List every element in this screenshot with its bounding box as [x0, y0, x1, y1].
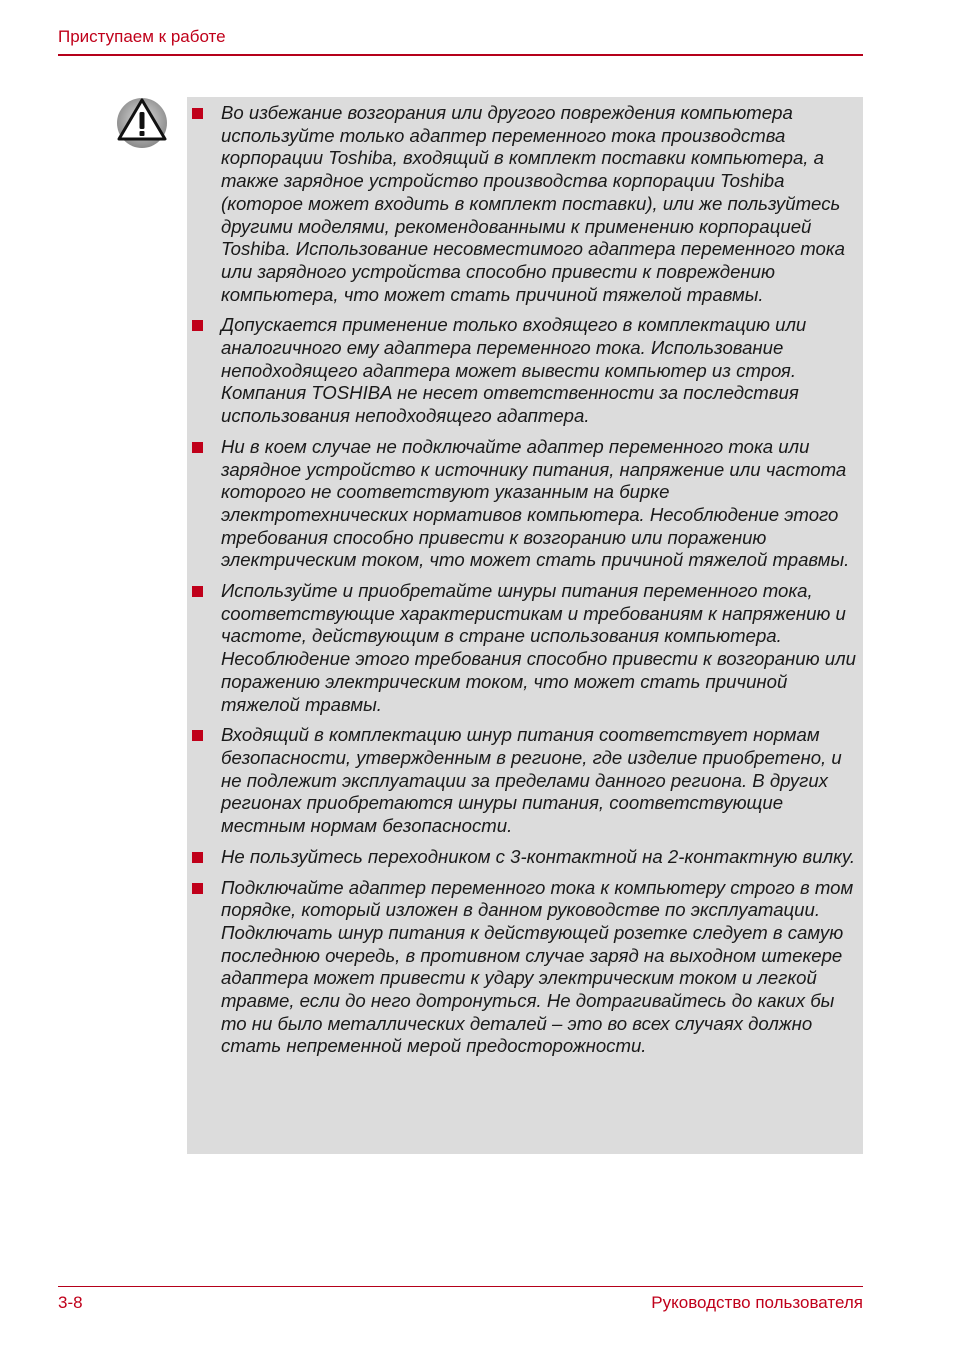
bullet-square-icon: [192, 108, 203, 119]
warning-item-text: Ни в коем случае не подключайте адаптер переменного тока или зарядное устройство к источнику питания, напряжение или частота которого не соответствуют указанным на бирке электротехнических нормативов компьютера. Несоблюдение этого требования способно привести к возгоранию или поражению электрическим током, что может стать причиной тяжелой травмы.: [221, 435, 850, 571]
page-number: 3-8: [58, 1293, 83, 1312]
document-title: Руководство пользователя: [651, 1293, 863, 1312]
warning-item-text: Не пользуйтесь переходником с 3-контактной на 2-контактную вилку.: [221, 845, 856, 867]
bullet-square-icon: [192, 586, 203, 597]
warning-item: [187, 846, 857, 869]
warning-item-text: Допускается применение только входящего в комплектацию или аналогичного ему адаптера переменного тока. Использование неподходящего адаптера может вывести компьютер из строя. Компания TOSHIBA не несет ответственности за последствия использования неподходящего адаптера.: [221, 314, 807, 427]
warning-item: [187, 724, 857, 838]
footer-rule: [58, 1286, 863, 1287]
warning-item-text: Подключайте адаптер переменного тока к компьютеру строго в том порядке, который изложен в данном руководстве по эксплуатации. Подключать шнур питания к действующей розетке следует в самую последнюю очередь, в противном случае заряд на выходном штекере адаптера может привести к удару электрическим током и легкой травме, если до него дотронуться. Не дотрагивайтесь до каких бы то ни было металлических деталей – это во всех случаях должно стать непременной мерой предосторожности.: [221, 876, 854, 1057]
bullet-square-icon: [192, 883, 203, 894]
warning-box: [187, 97, 863, 1154]
warning-item: [187, 877, 857, 1059]
warning-item: [187, 580, 857, 716]
warning-item-text: Используйте и приобретайте шнуры питания переменного тока, соответствующие характеристикам и требованиям к напряжению и частоте, действующим в стране использования компьютера. Несоблюдение этого требования способно привести к возгоранию или поражению электрическим током, что может стать причиной тяжелой травмы.: [221, 580, 856, 715]
warning-item-text: Во избежание возгорания или другого повреждения компьютера используйте только адаптер переменного тока производства корпорации Toshiba, входящий в комплект поставки компьютера, а также зарядное устройство производства корпорации Toshiba (которое может входить в комплект поставки), или же пользуйтесь другими моделями, рекомендованными к применению корпорацией Toshiba. Использование несовместимого адаптера переменного тока или зарядного устройства способно привести к повреждению компьютера, что может стать причиной тяжелой травмы.: [221, 102, 845, 305]
bullet-square-icon: [192, 442, 203, 453]
warning-item: [187, 102, 857, 306]
warning-item-text: Входящий в комплектацию шнур питания соответствует нормам безопасности, утвержденным в регионе, где изделие приобретено, и не подлежит эксплуатации за пределами данного региона. В других регионах приобретаются шнуры питания, соответствующие местным нормам безопасности.: [221, 724, 842, 837]
warning-item: [187, 314, 857, 428]
warning-item: [187, 436, 857, 572]
bullet-square-icon: [192, 852, 203, 863]
warning-triangle-icon: [116, 97, 168, 149]
bullet-square-icon: [192, 320, 203, 331]
page-header-title: Приступаем к работе: [58, 27, 226, 46]
bullet-square-icon: [192, 730, 203, 741]
header-rule: [58, 54, 863, 56]
